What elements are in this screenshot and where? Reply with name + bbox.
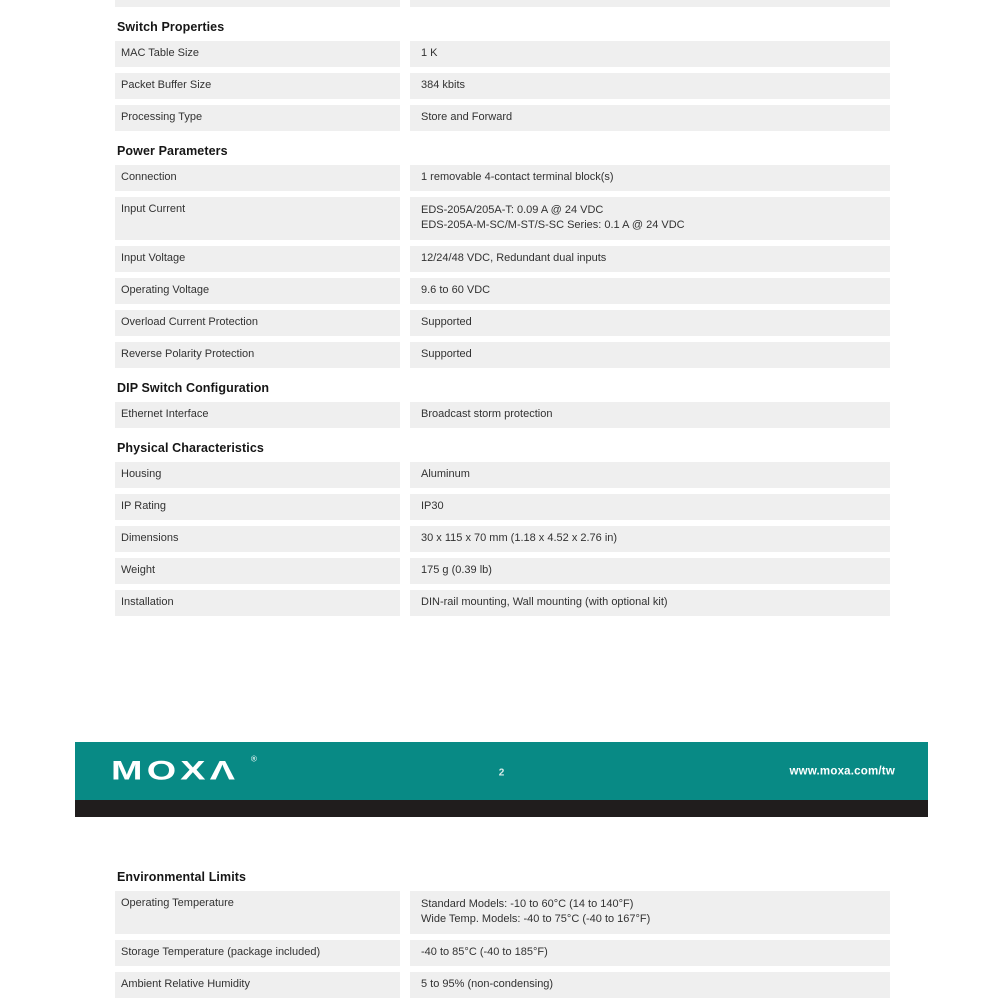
spec-value: 175 g (0.39 lb) xyxy=(410,558,890,584)
spec-row xyxy=(115,972,890,998)
spec-row xyxy=(115,197,890,240)
spec-label: Ambient Relative Humidity xyxy=(115,972,400,998)
spec-row xyxy=(115,165,890,191)
spec-label: Storage Temperature (package included) xyxy=(115,940,400,966)
section-title: Power Parameters xyxy=(117,144,228,158)
spec-value: IP30 xyxy=(410,494,890,520)
spec-row xyxy=(115,105,890,131)
footer-band xyxy=(75,742,928,800)
spec-value: DIN-rail mounting, Wall mounting (with optional kit) xyxy=(410,590,890,616)
truncated-label-cell xyxy=(115,0,400,7)
spec-value: Supported xyxy=(410,342,890,368)
spec-value: Broadcast storm protection xyxy=(410,402,890,428)
spec-label: Installation xyxy=(115,590,400,616)
spec-value-line: EDS-205A-M-SC/M-ST/S-SC Series: 0.1 A @ 24 VDC xyxy=(421,219,685,231)
spec-row xyxy=(115,940,890,966)
moxa-logo xyxy=(111,754,257,786)
spec-label: Processing Type xyxy=(115,105,400,131)
spec-label: Operating Voltage xyxy=(115,278,400,304)
spec-value xyxy=(410,197,890,240)
spec-value-line: Standard Models: -10 to 60°C (14 to 140°F) xyxy=(421,898,634,910)
spec-label: Reverse Polarity Protection xyxy=(115,342,400,368)
spec-value: Supported xyxy=(410,310,890,336)
spec-value: 12/24/48 VDC, Redundant dual inputs xyxy=(410,246,890,272)
spec-label: Connection xyxy=(115,165,400,191)
website-link[interactable]: www.moxa.com/tw xyxy=(789,765,895,778)
spec-label: Input Voltage xyxy=(115,246,400,272)
registered-trademark-icon: ® xyxy=(251,754,257,764)
spec-sections-page2 xyxy=(115,857,890,1000)
spec-value: 30 x 115 x 70 mm (1.18 x 4.52 x 2.76 in) xyxy=(410,526,890,552)
spec-value: 384 kbits xyxy=(410,73,890,99)
spec-label: Operating Temperature xyxy=(115,891,400,934)
section-title: Environmental Limits xyxy=(117,870,247,884)
spec-row xyxy=(115,41,890,67)
spec-value: 1 K xyxy=(410,41,890,67)
spec-label: Ethernet Interface xyxy=(115,402,400,428)
spec-row xyxy=(115,342,890,368)
spec-value-line: EDS-205A/205A-T: 0.09 A @ 24 VDC xyxy=(421,204,604,216)
spec-value: 5 to 95% (non-condensing) xyxy=(410,972,890,998)
spec-value: Aluminum xyxy=(410,462,890,488)
spec-label: IP Rating xyxy=(115,494,400,520)
spec-value: 1 removable 4-contact terminal block(s) xyxy=(410,165,890,191)
spec-row xyxy=(115,278,890,304)
page-number: 2 xyxy=(498,767,505,779)
section-title: Switch Properties xyxy=(117,20,225,34)
spec-sections-main xyxy=(115,0,890,622)
spec-label: Weight xyxy=(115,558,400,584)
spec-value: 9.6 to 60 VDC xyxy=(410,278,890,304)
spec-row xyxy=(115,73,890,99)
spec-row xyxy=(115,526,890,552)
spec-row xyxy=(115,462,890,488)
spec-row xyxy=(115,246,890,272)
spec-value xyxy=(410,891,890,934)
spec-value: Store and Forward xyxy=(410,105,890,131)
spec-label: Packet Buffer Size xyxy=(115,73,400,99)
spec-row xyxy=(115,590,890,616)
moxa-logo-text: MOXΛ xyxy=(111,755,240,786)
spec-value: -40 to 85°C (-40 to 185°F) xyxy=(410,940,890,966)
spec-label: Overload Current Protection xyxy=(115,310,400,336)
section-title: DIP Switch Configuration xyxy=(117,381,270,395)
spec-row xyxy=(115,558,890,584)
footer-bottom-bar xyxy=(75,800,928,817)
truncated-table-row xyxy=(115,0,890,7)
spec-label: Housing xyxy=(115,462,400,488)
spec-row xyxy=(115,494,890,520)
spec-row xyxy=(115,891,890,934)
spec-label: Dimensions xyxy=(115,526,400,552)
spec-row xyxy=(115,310,890,336)
spec-label: Input Current xyxy=(115,197,400,240)
truncated-value-cell xyxy=(410,0,890,7)
section-title: Physical Characteristics xyxy=(117,441,264,455)
spec-value-line: Wide Temp. Models: -40 to 75°C (-40 to 167°F) xyxy=(421,913,651,925)
spec-label: MAC Table Size xyxy=(115,41,400,67)
spec-row xyxy=(115,402,890,428)
